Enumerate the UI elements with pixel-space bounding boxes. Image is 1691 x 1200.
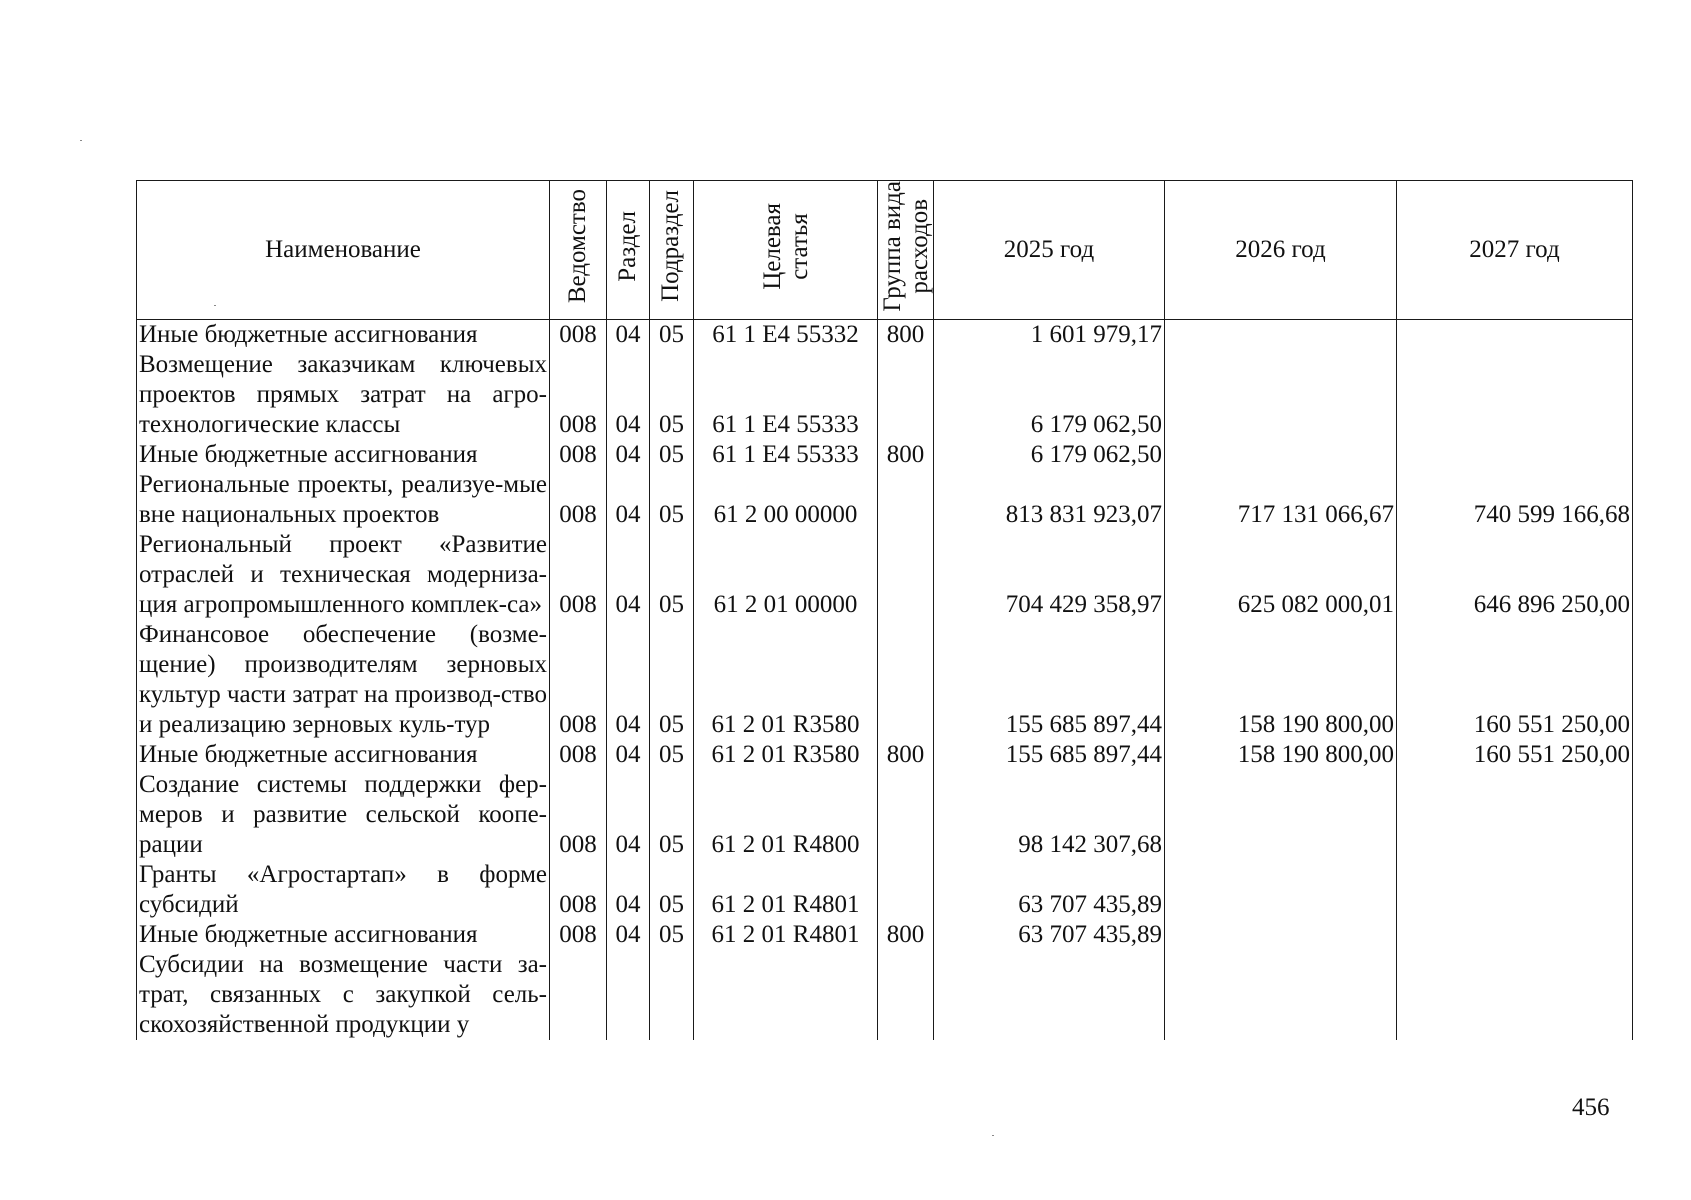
header-dept: Ведомство xyxy=(550,181,607,320)
cell-2027: 160 551 250,00 xyxy=(1397,740,1633,770)
cell-dept: 008 xyxy=(550,920,607,950)
cell-dept: 008 xyxy=(550,860,607,920)
table-row xyxy=(137,530,1633,620)
cell-2026 xyxy=(1165,770,1397,860)
cell-section: 04 xyxy=(607,470,650,530)
cell-2025: 6 179 062,50 xyxy=(934,440,1165,470)
cell-2027: 740 599 166,68 xyxy=(1397,470,1633,530)
header-subsection: Подраздел xyxy=(650,181,694,320)
cell-target: 61 2 01 R3580 xyxy=(694,740,878,770)
cell-target: 61 2 01 00000 xyxy=(694,530,878,620)
cell-target: 61 2 01 R3580 xyxy=(694,620,878,740)
cell-2025: 63 707 435,89 xyxy=(934,920,1165,950)
cell-2027 xyxy=(1397,860,1633,920)
cell-dept: 008 xyxy=(550,470,607,530)
table-body xyxy=(137,319,1633,1040)
cell-2027: 160 551 250,00 xyxy=(1397,620,1633,740)
cell-group xyxy=(878,770,934,860)
cell-2025: 6 179 062,50 xyxy=(934,350,1165,440)
cell-group xyxy=(878,470,934,530)
scan-speck xyxy=(992,1135,994,1136)
cell-group xyxy=(878,950,934,1040)
cell-2026: 158 190 800,00 xyxy=(1165,620,1397,740)
cell-target: 61 2 01 R4801 xyxy=(694,860,878,920)
cell-name: Региональные проекты, реализуе-мые вне национальных проектов xyxy=(137,470,550,530)
cell-target: 61 2 00 00000 xyxy=(694,470,878,530)
cell-name: Иные бюджетные ассигнования xyxy=(137,920,550,950)
cell-2027 xyxy=(1397,770,1633,860)
cell-2025: 155 685 897,44 xyxy=(934,740,1165,770)
cell-dept xyxy=(550,950,607,1040)
cell-dept: 008 xyxy=(550,740,607,770)
header-2025: 2025 год xyxy=(934,181,1165,320)
cell-target: 61 1 Е4 55332 xyxy=(694,319,878,350)
cell-2025: 813 831 923,07 xyxy=(934,470,1165,530)
cell-2027 xyxy=(1397,440,1633,470)
cell-subsection: 05 xyxy=(650,440,694,470)
cell-subsection: 05 xyxy=(650,470,694,530)
cell-section: 04 xyxy=(607,319,650,350)
table-row xyxy=(137,620,1633,740)
cell-2026 xyxy=(1165,350,1397,440)
cell-2026: 625 082 000,01 xyxy=(1165,530,1397,620)
cell-section: 04 xyxy=(607,620,650,740)
page-number: 456 xyxy=(1572,1094,1610,1121)
cell-target xyxy=(694,950,878,1040)
cell-group xyxy=(878,350,934,440)
cell-2027 xyxy=(1397,319,1633,350)
cell-group: 800 xyxy=(878,740,934,770)
cell-2027: 646 896 250,00 xyxy=(1397,530,1633,620)
cell-subsection: 05 xyxy=(650,740,694,770)
header-group xyxy=(878,181,934,320)
cell-subsection: 05 xyxy=(650,350,694,440)
table-row xyxy=(137,950,1633,1040)
cell-section: 04 xyxy=(607,440,650,470)
cell-group xyxy=(878,620,934,740)
cell-section: 04 xyxy=(607,530,650,620)
cell-group: 800 xyxy=(878,319,934,350)
cell-target: 61 1 Е4 55333 xyxy=(694,440,878,470)
cell-2026 xyxy=(1165,319,1397,350)
cell-name: Возмещение заказчикам ключевых проектов прямых затрат на агро-технологические классы xyxy=(137,350,550,440)
cell-2027 xyxy=(1397,950,1633,1040)
cell-2026 xyxy=(1165,440,1397,470)
header-name: Наименование xyxy=(137,181,550,320)
cell-2026 xyxy=(1165,860,1397,920)
cell-group xyxy=(878,530,934,620)
cell-section: 04 xyxy=(607,770,650,860)
cell-2026 xyxy=(1165,920,1397,950)
cell-dept: 008 xyxy=(550,530,607,620)
cell-group: 800 xyxy=(878,920,934,950)
header-2026: 2026 год xyxy=(1165,181,1397,320)
cell-target: 61 1 Е4 55333 xyxy=(694,350,878,440)
cell-2026 xyxy=(1165,950,1397,1040)
cell-2027 xyxy=(1397,920,1633,950)
cell-name: Иные бюджетные ассигнования xyxy=(137,740,550,770)
table-row xyxy=(137,770,1633,860)
table-row xyxy=(137,350,1633,440)
cell-dept: 008 xyxy=(550,620,607,740)
cell-group xyxy=(878,860,934,920)
cell-2025 xyxy=(934,950,1165,1040)
budget-table xyxy=(136,180,1633,1040)
cell-name: Иные бюджетные ассигнования xyxy=(137,440,550,470)
table-row xyxy=(137,920,1633,950)
cell-name: Создание системы поддержки фер-меров и развитие сельской коопе-рации xyxy=(137,770,550,860)
cell-section: 04 xyxy=(607,350,650,440)
cell-section: 04 xyxy=(607,860,650,920)
cell-2025: 98 142 307,68 xyxy=(934,770,1165,860)
cell-2025: 63 707 435,89 xyxy=(934,860,1165,920)
cell-2026: 158 190 800,00 xyxy=(1165,740,1397,770)
header-section: Раздел xyxy=(607,181,650,320)
cell-section: 04 xyxy=(607,920,650,950)
scan-speck xyxy=(80,140,82,141)
cell-subsection: 05 xyxy=(650,620,694,740)
table-row xyxy=(137,440,1633,470)
cell-subsection: 05 xyxy=(650,920,694,950)
header-2027: 2027 год xyxy=(1397,181,1633,320)
table-row xyxy=(137,319,1633,350)
cell-dept: 008 xyxy=(550,350,607,440)
cell-subsection: 05 xyxy=(650,860,694,920)
header-row xyxy=(137,181,1633,320)
cell-dept: 008 xyxy=(550,440,607,470)
cell-2025: 704 429 358,97 xyxy=(934,530,1165,620)
cell-2025: 155 685 897,44 xyxy=(934,620,1165,740)
cell-section: 04 xyxy=(607,740,650,770)
cell-name: Региональный проект «Развитие отраслей и техническая модерниза-ция агропромышленного комплек-са» xyxy=(137,530,550,620)
cell-target: 61 2 01 R4800 xyxy=(694,770,878,860)
table-row xyxy=(137,860,1633,920)
header-target xyxy=(694,181,878,320)
cell-group: 800 xyxy=(878,440,934,470)
cell-section xyxy=(607,950,650,1040)
cell-name: Субсидии на возмещение части за-трат, связанных с закупкой сель-скохозяйственной продукции у xyxy=(137,950,550,1040)
cell-name: Иные бюджетные ассигнования xyxy=(137,319,550,350)
cell-name: Финансовое обеспечение (возме-щение) производителям зерновых культур части затрат на производ-ство и реализацию зерновых куль-тур xyxy=(137,620,550,740)
cell-2025: 1 601 979,17 xyxy=(934,319,1165,350)
cell-target: 61 2 01 R4801 xyxy=(694,920,878,950)
cell-subsection: 05 xyxy=(650,319,694,350)
cell-2026: 717 131 066,67 xyxy=(1165,470,1397,530)
cell-dept: 008 xyxy=(550,319,607,350)
table-row xyxy=(137,740,1633,770)
header-group-text: Группа вида расходов xyxy=(878,181,933,312)
table-row xyxy=(137,470,1633,530)
cell-subsection xyxy=(650,950,694,1040)
cell-subsection: 05 xyxy=(650,770,694,860)
header-target-text: Целевая статья xyxy=(758,202,813,290)
cell-dept: 008 xyxy=(550,770,607,860)
cell-name: Гранты «Агростартап» в форме субсидий xyxy=(137,860,550,920)
cell-2027 xyxy=(1397,350,1633,440)
cell-subsection: 05 xyxy=(650,530,694,620)
